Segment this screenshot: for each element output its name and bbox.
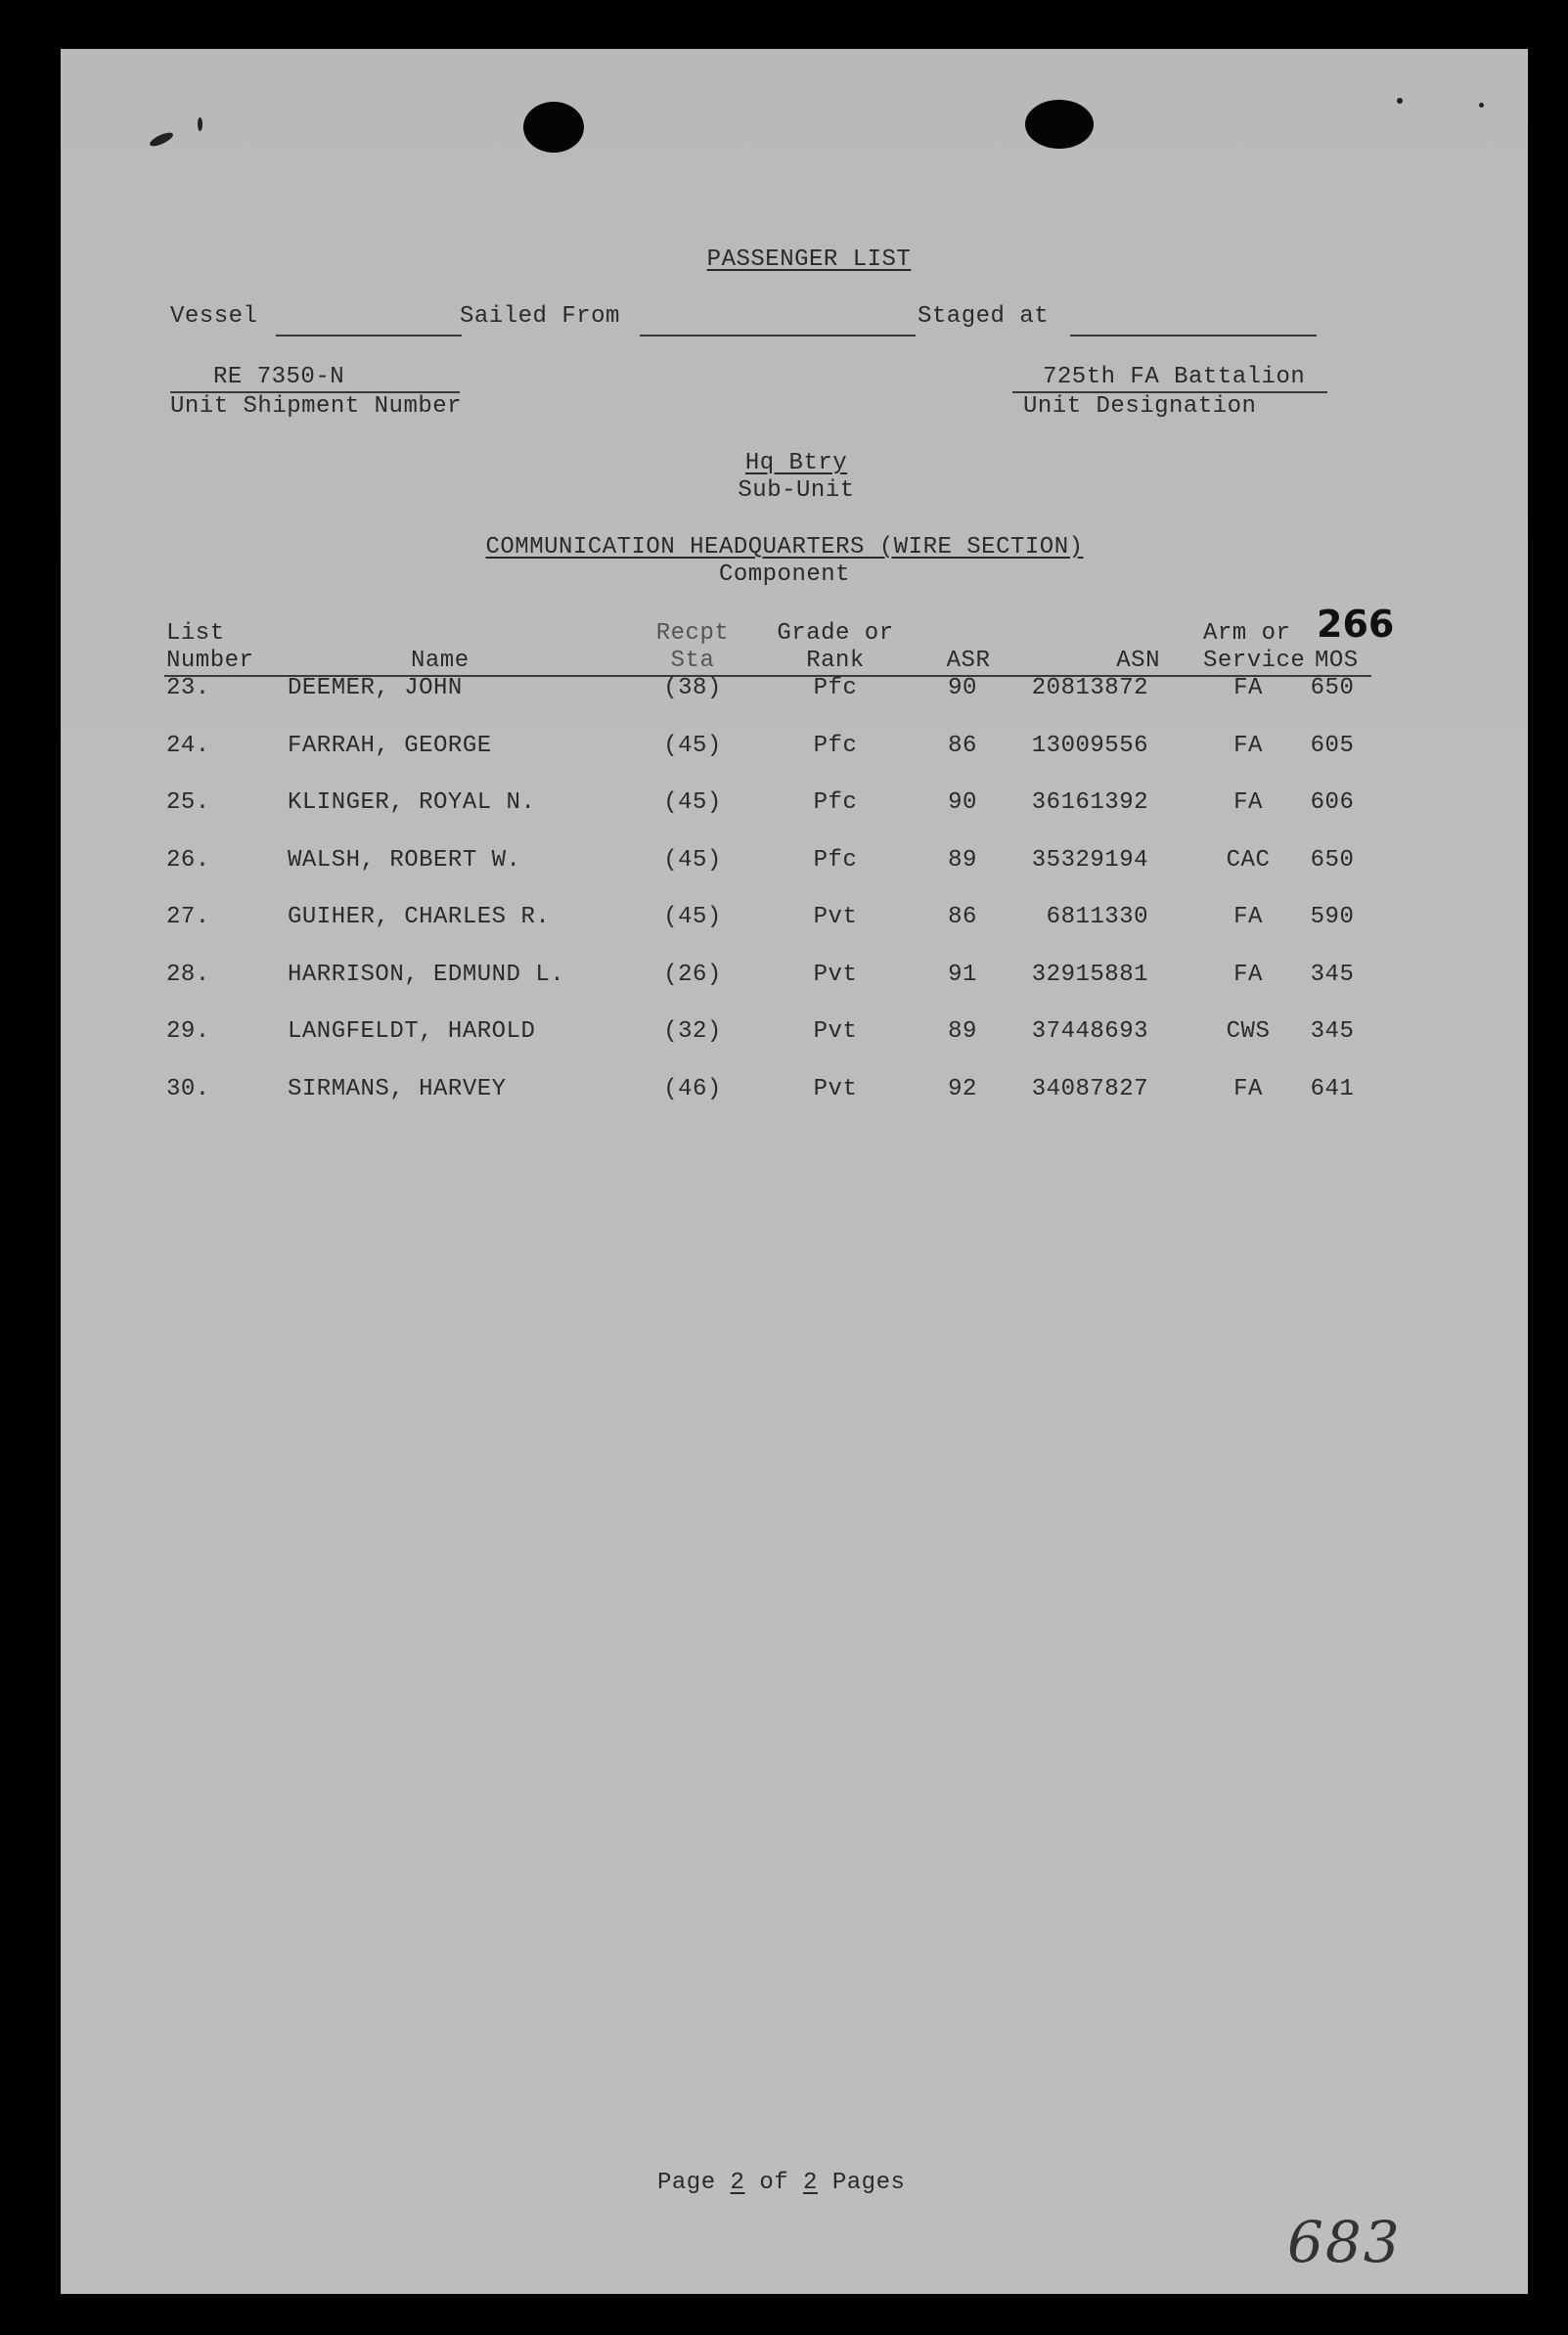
row-recpt-sta: (45)	[663, 846, 722, 874]
row-asr: 90	[948, 675, 977, 701]
page-title: PASSENGER LIST	[706, 247, 912, 273]
header-arm-bottom: Service	[1203, 648, 1306, 674]
row-list-number: 27.	[166, 904, 210, 930]
row-recpt-sta: (45)	[663, 789, 722, 816]
table-row	[61, 1018, 1528, 1057]
row-list-number: 28.	[166, 961, 210, 988]
table-row	[61, 904, 1528, 943]
row-arm-service: FA	[1233, 961, 1263, 988]
row-list-number: 23.	[166, 675, 210, 701]
punch-hole-left	[523, 102, 584, 153]
unit-shipment-number: RE 7350-N	[213, 364, 345, 390]
row-arm-service: CWS	[1226, 1018, 1271, 1045]
punch-hole-right	[1025, 100, 1094, 149]
row-mos: 606	[1310, 789, 1355, 816]
stamp-number: 266	[1317, 603, 1395, 646]
row-asn: 37448693	[1031, 1018, 1148, 1045]
row-recpt-sta: (45)	[663, 732, 722, 759]
row-arm-service: FA	[1233, 675, 1263, 701]
row-name: DEEMER, JOHN	[288, 675, 463, 701]
total-pages: 2	[803, 2170, 818, 2196]
row-name: WALSH, ROBERT W.	[288, 846, 521, 874]
row-asn: 36161392	[1031, 789, 1148, 816]
row-mos: 345	[1310, 961, 1355, 988]
row-name: SIRMANS, HARVEY	[288, 1075, 507, 1102]
table-row	[61, 733, 1528, 772]
sailed-from-blank	[640, 335, 916, 337]
row-grade-rank: Pfc	[813, 732, 858, 759]
row-asn: 32915881	[1031, 961, 1148, 988]
unit-designation-label: Unit Designation	[1023, 393, 1257, 420]
header-arm-top: Arm or	[1203, 620, 1291, 647]
header-recpt-top: Recpt	[655, 620, 730, 647]
component-label: Component	[718, 561, 851, 588]
row-grade-rank: Pfc	[813, 675, 858, 701]
handwritten-page-number: 683	[1287, 2209, 1402, 2275]
row-arm-service: FA	[1233, 732, 1263, 759]
row-grade-rank: Pvt	[813, 961, 858, 988]
vessel-blank	[276, 335, 462, 337]
row-recpt-sta: (32)	[663, 1018, 722, 1045]
row-recpt-sta: (38)	[663, 675, 722, 701]
row-mos: 650	[1310, 675, 1355, 701]
header-asr: ASR	[946, 648, 991, 674]
header-list-top: List	[166, 620, 225, 647]
staged-at-blank	[1070, 335, 1317, 337]
ink-dot	[1397, 98, 1403, 104]
table-row	[61, 1076, 1528, 1115]
sub-unit-label: Sub-Unit	[738, 477, 855, 504]
row-asr: 86	[948, 904, 977, 930]
row-asr: 86	[948, 732, 977, 759]
row-grade-rank: Pfc	[813, 846, 858, 874]
row-grade-rank: Pvt	[813, 904, 858, 930]
row-arm-service: CAC	[1226, 846, 1271, 874]
row-mos: 641	[1310, 1075, 1355, 1102]
component-value: COMMUNICATION HEADQUARTERS (WIRE SECTION)	[485, 534, 1084, 561]
header-list-bottom: Number	[166, 648, 254, 674]
ink-mark	[148, 130, 174, 149]
header-grade-bottom: Rank	[806, 648, 865, 674]
row-name: GUIHER, CHARLES R.	[288, 904, 551, 930]
header-grade-top: Grade or	[777, 620, 894, 647]
header-asn: ASN	[1116, 648, 1160, 674]
row-arm-service: FA	[1233, 789, 1263, 816]
row-arm-service: FA	[1233, 904, 1263, 930]
row-recpt-sta: (26)	[663, 961, 722, 988]
header-name: Name	[411, 648, 470, 674]
unit-designation-value: 725th FA Battalion	[1043, 364, 1306, 390]
row-asr: 89	[948, 1018, 977, 1045]
row-asn: 13009556	[1031, 732, 1148, 759]
row-name: HARRISON, EDMUND L.	[288, 961, 565, 988]
page-word: Page	[657, 2170, 716, 2196]
row-grade-rank: Pvt	[813, 1018, 858, 1045]
row-recpt-sta: (45)	[663, 904, 722, 930]
row-list-number: 24.	[166, 732, 210, 759]
pages-word: Pages	[831, 2170, 906, 2196]
row-asr: 89	[948, 846, 977, 874]
row-name: KLINGER, ROYAL N.	[288, 789, 536, 816]
row-mos: 590	[1310, 904, 1355, 930]
row-arm-service: FA	[1233, 1075, 1263, 1102]
unit-shipment-label: Unit Shipment Number	[170, 393, 463, 420]
ink-dot	[1479, 103, 1484, 108]
row-grade-rank: Pvt	[813, 1075, 858, 1102]
page-number: 2	[730, 2170, 745, 2196]
table-row	[61, 789, 1528, 829]
row-list-number: 29.	[166, 1018, 210, 1045]
table-row	[61, 675, 1528, 714]
row-list-number: 30.	[166, 1075, 210, 1102]
staged-at-label: Staged at	[918, 303, 1050, 330]
row-asr: 91	[948, 961, 977, 988]
row-recpt-sta: (46)	[663, 1075, 722, 1102]
row-list-number: 25.	[166, 789, 210, 816]
row-asr: 90	[948, 789, 977, 816]
row-mos: 650	[1310, 846, 1355, 874]
vessel-label: Vessel	[170, 303, 258, 330]
row-asn: 20813872	[1031, 675, 1148, 701]
row-asn: 34087827	[1031, 1075, 1148, 1102]
header-mos: MOS	[1315, 648, 1359, 674]
header-recpt-bottom: Sta	[670, 648, 715, 674]
sub-unit-value: Hq Btry	[744, 450, 848, 476]
page-indicator	[657, 2170, 905, 2196]
row-list-number: 26.	[166, 846, 210, 874]
row-mos: 345	[1310, 1018, 1355, 1045]
sailed-from-label: Sailed From	[460, 303, 620, 330]
row-asr: 92	[948, 1075, 977, 1102]
row-mos: 605	[1310, 732, 1355, 759]
passenger-list-sheet	[61, 49, 1528, 2294]
of-word: of	[759, 2170, 789, 2196]
row-asn: 35329194	[1031, 846, 1148, 874]
table-row	[61, 962, 1528, 1001]
ink-mark	[198, 117, 202, 131]
row-asn: 6811330	[1046, 904, 1148, 930]
row-name: FARRAH, GEORGE	[288, 732, 492, 759]
row-name: LANGFELDT, HAROLD	[288, 1018, 536, 1045]
row-grade-rank: Pfc	[813, 789, 858, 816]
table-row	[61, 847, 1528, 886]
